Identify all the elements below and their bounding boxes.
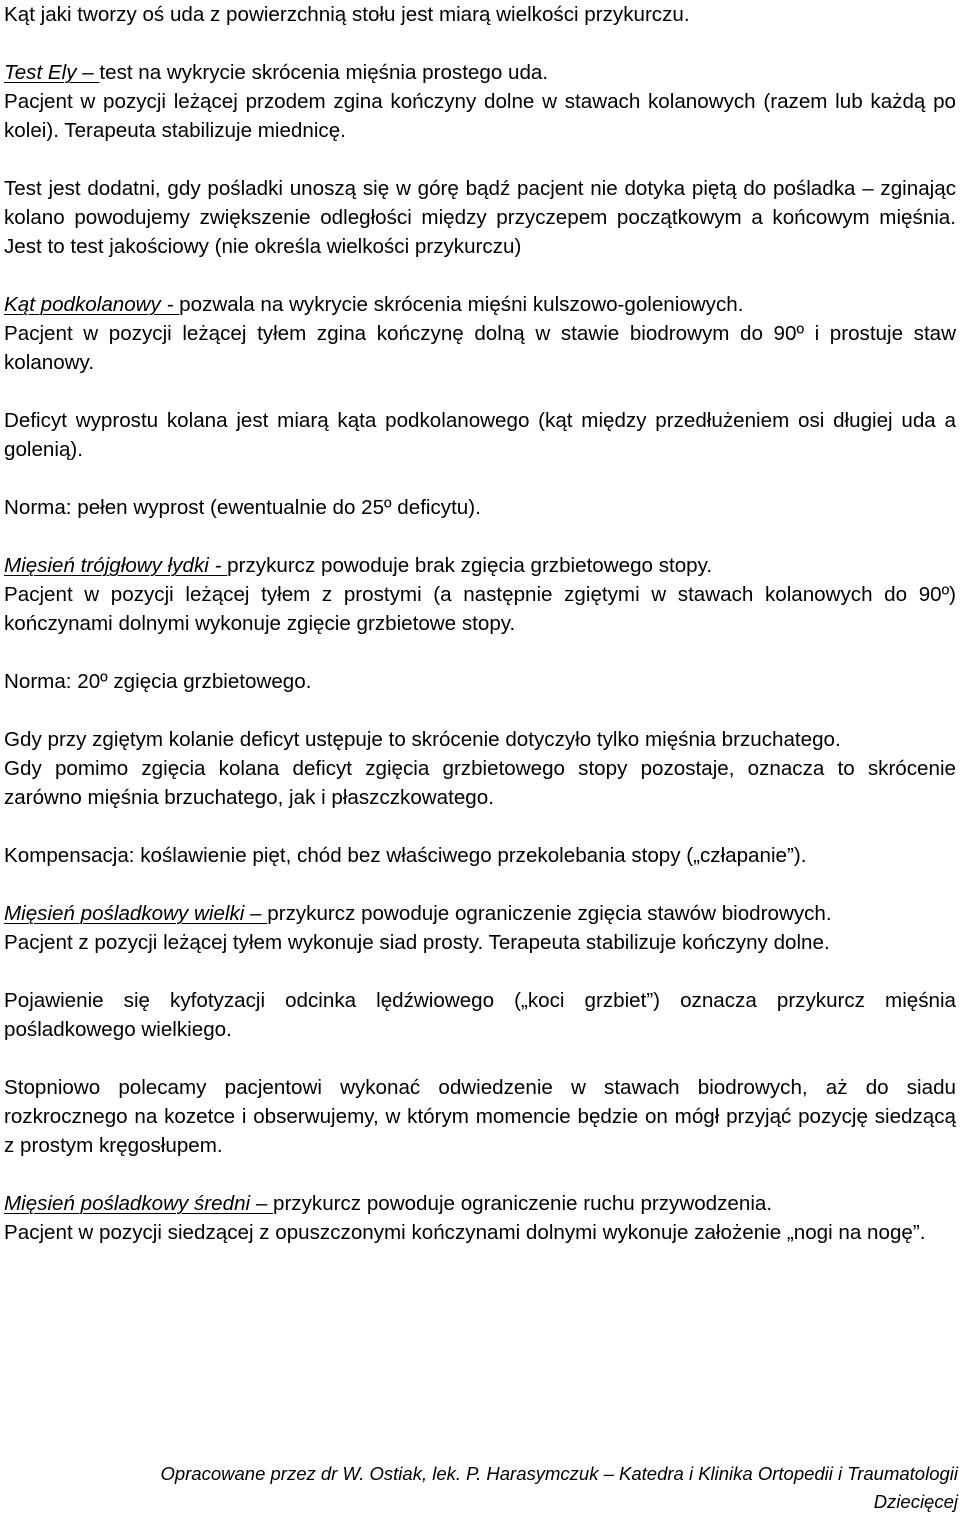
norm-paragraph-2: [4, 667, 956, 696]
popliteal-angle-description: pozwala na wykrycie skrócenia mięśni kulszowo-goleniowych.: [179, 293, 744, 316]
triceps-surae-paragraph: [4, 551, 956, 638]
gluteus-medius-procedure: Pacjent w pozycji siedzącej z opuszczonymi kończynami dolnymi wykonuje założenie „nogi na nogę”.: [4, 1221, 926, 1244]
gluteus-maximus-paragraph: [4, 899, 956, 957]
kyphosis-paragraph: [4, 986, 956, 1044]
gluteus-maximus-procedure: Pacjent z pozycji leżącej tyłem wykonuje siad prosty. Terapeuta stabilizuje kończyny dolne.: [4, 931, 830, 954]
intro-text: Kąt jaki tworzy oś uda z powierzchnią stołu jest miarą wielkości przykurczu.: [4, 3, 690, 26]
page-footer: [30, 1460, 958, 1516]
norm-text-1: Norma: pełen wyprost (ewentualnie do 25º deficytu).: [4, 496, 481, 519]
ely-test-description: test na wykrycie skrócenia mięśnia prostego uda.: [99, 61, 549, 84]
deficit-text: Deficyt wyprostu kolana jest miarą kąta podkolanowego (kąt między przedłużeniem osi długiej uda a golenią).: [4, 409, 956, 461]
norm-text-2: Norma: 20º zgięcia grzbietowego.: [4, 670, 312, 693]
abduction-text: Stopniowo polecamy pacjentowi wykonać odwiedzenie w stawach biodrowych, aż do siadu rozkrocznego na kozetce i obserwujemy, w którym momencie będzie on mógł przyjąć pozycję siedzącą z prostym kręgosłupem.: [4, 1076, 956, 1157]
popliteal-angle-heading: Kąt podkolanowy -: [4, 293, 180, 316]
gluteus-maximus-heading: Mięsień pośladkowy wielki –: [4, 902, 268, 925]
footer-line-2: Dziecięcej: [873, 1491, 958, 1512]
compensation-paragraph: [4, 841, 956, 870]
gastrocnemius-text-1: Gdy przy zgiętym kolanie deficyt ustępuje to skrócenie dotyczyło tylko mięśnia brzuchatego.: [4, 728, 841, 751]
gluteus-maximus-description: przykurcz powoduje ograniczenie zgięcia stawów biodrowych.: [267, 902, 832, 925]
triceps-surae-procedure: Pacjent w pozycji leżącej tyłem z prostymi (a następnie zgiętymi w stawach kolanowych do 90º) kończynami dolnymi wykonuje zgięcie grzbietowe stopy.: [4, 583, 956, 635]
gluteus-medius-paragraph: [4, 1189, 956, 1247]
triceps-surae-description: przykurcz powoduje brak zgięcia grzbietowego stopy.: [227, 554, 713, 577]
gluteus-medius-heading: Mięsień pośladkowy średni –: [4, 1192, 273, 1215]
triceps-surae-heading: Mięsień trójgłowy łydki -: [4, 554, 228, 577]
norm-paragraph-1: [4, 493, 956, 522]
popliteal-angle-procedure: Pacjent w pozycji leżącej tyłem zgina kończynę dolną w stawie biodrowym do 90º i prostuje staw kolanowy.: [4, 322, 956, 374]
popliteal-angle-paragraph: [4, 290, 956, 377]
kyphosis-text: Pojawienie się kyfotyzacji odcinka lędźwiowego („koci grzbiet”) oznacza przykurcz mięśnia pośladkowego wielkiego.: [4, 989, 956, 1041]
gluteus-medius-description: przykurcz powoduje ograniczenie ruchu przywodzenia.: [273, 1192, 773, 1215]
gastrocnemius-paragraph: [4, 725, 956, 812]
document-body: [4, 0, 956, 1276]
intro-paragraph: [4, 0, 956, 29]
ely-result-text: Test jest dodatni, gdy pośladki unoszą się w górę bądź pacjent nie dotyka piętą do pośladka – zginając kolano powodujemy zwiększenie odległości między przyczepem początkowym a końcowym mięśnia. Jest to test jakościowy (nie określa wielkości przykurczu): [4, 177, 956, 258]
abduction-paragraph: [4, 1073, 956, 1160]
ely-result-paragraph: [4, 174, 956, 261]
ely-test-procedure: Pacjent w pozycji leżącej przodem zgina kończyny dolne w stawach kolanowych (razem lub każdą po kolei). Terapeuta stabilizuje miednicę.: [4, 90, 956, 142]
gastrocnemius-text-2: Gdy pomimo zgięcia kolana deficyt zgięcia grzbietowego stopy pozostaje, oznacza to skrócenie zarówno mięśnia brzuchatego, jak i płaszczkowatego.: [4, 757, 956, 809]
deficit-paragraph: [4, 406, 956, 464]
compensation-text: Kompensacja: koślawienie pięt, chód bez właściwego przekolebania stopy („człapanie”).: [4, 844, 807, 867]
ely-test-heading: Test Ely –: [4, 61, 100, 84]
ely-test-paragraph: [4, 58, 956, 145]
footer-line-1: Opracowane przez dr W. Ostiak, lek. P. Harasymczuk – Katedra i Klinika Ortopedii i Traumatologii: [160, 1463, 958, 1484]
